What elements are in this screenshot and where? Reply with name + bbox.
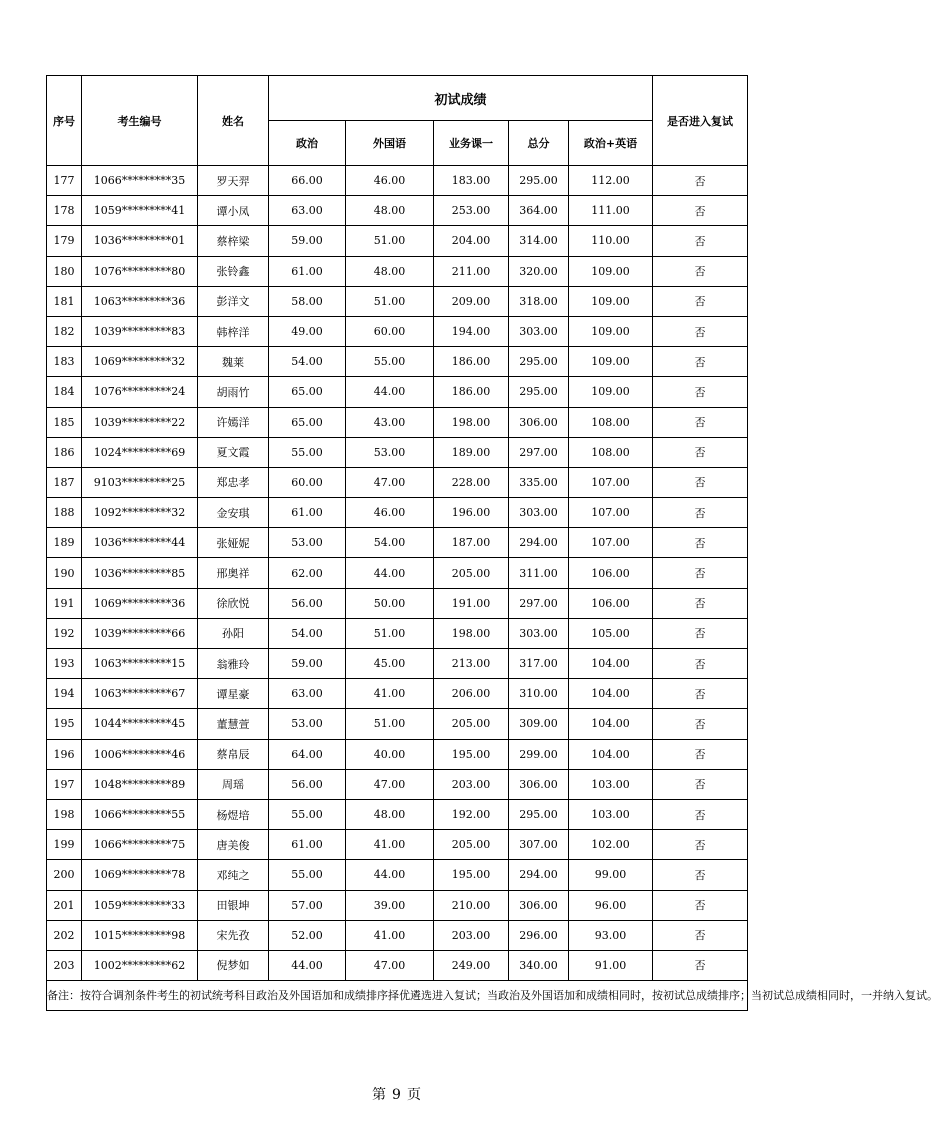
- cell-seq: 193: [47, 649, 82, 679]
- cell-foreign-language: 60.00: [346, 316, 434, 346]
- cell-seq: 188: [47, 498, 82, 528]
- cell-name: 邢奥祥: [198, 558, 269, 588]
- cell-exam-id: 1044*********45: [82, 709, 198, 739]
- cell-exam-id: 1036*********85: [82, 558, 198, 588]
- cell-name: 胡雨竹: [198, 377, 269, 407]
- cell-retest: 否: [653, 679, 748, 709]
- cell-name: 谭星豪: [198, 679, 269, 709]
- cell-politics: 63.00: [269, 196, 346, 226]
- cell-politics-english: 107.00: [569, 467, 653, 497]
- cell-exam-id: 1006*********46: [82, 739, 198, 769]
- cell-politics-english: 102.00: [569, 830, 653, 860]
- cell-major-course: 204.00: [434, 226, 509, 256]
- cell-politics: 55.00: [269, 860, 346, 890]
- cell-seq: 203: [47, 950, 82, 980]
- cell-politics-english: 109.00: [569, 286, 653, 316]
- cell-name: 张铃鑫: [198, 256, 269, 286]
- page-number: 9: [392, 1087, 401, 1103]
- cell-retest: 否: [653, 830, 748, 860]
- cell-seq: 177: [47, 166, 82, 196]
- cell-politics: 65.00: [269, 377, 346, 407]
- cell-retest: 否: [653, 739, 748, 769]
- table-row: [47, 709, 748, 739]
- header-major-course: 业务课一: [434, 121, 509, 166]
- cell-major-course: 205.00: [434, 709, 509, 739]
- cell-seq: 191: [47, 588, 82, 618]
- cell-politics-english: 104.00: [569, 709, 653, 739]
- cell-seq: 178: [47, 196, 82, 226]
- cell-politics: 66.00: [269, 166, 346, 196]
- cell-politics: 65.00: [269, 407, 346, 437]
- cell-exam-id: 1066*********75: [82, 830, 198, 860]
- cell-exam-id: 1069*********78: [82, 860, 198, 890]
- cell-name: 郑忠孝: [198, 467, 269, 497]
- cell-name: 杨煜培: [198, 799, 269, 829]
- header-retest: 是否进入复试: [653, 76, 748, 166]
- cell-exam-id: 1069*********32: [82, 347, 198, 377]
- cell-politics: 61.00: [269, 256, 346, 286]
- cell-retest: 否: [653, 649, 748, 679]
- cell-politics: 54.00: [269, 618, 346, 648]
- cell-politics-english: 109.00: [569, 316, 653, 346]
- table-row: [47, 437, 748, 467]
- cell-major-course: 195.00: [434, 860, 509, 890]
- cell-retest: 否: [653, 890, 748, 920]
- cell-foreign-language: 44.00: [346, 860, 434, 890]
- cell-politics-english: 111.00: [569, 196, 653, 226]
- cell-total: 306.00: [509, 407, 569, 437]
- table-row: [47, 679, 748, 709]
- cell-total: 309.00: [509, 709, 569, 739]
- cell-name: 韩梓洋: [198, 316, 269, 346]
- cell-total: 295.00: [509, 799, 569, 829]
- cell-foreign-language: 47.00: [346, 467, 434, 497]
- cell-total: 320.00: [509, 256, 569, 286]
- table-row: [47, 347, 748, 377]
- cell-politics: 55.00: [269, 799, 346, 829]
- cell-foreign-language: 54.00: [346, 528, 434, 558]
- table-row: [47, 860, 748, 890]
- cell-name: 夏文霞: [198, 437, 269, 467]
- cell-exam-id: 1076*********80: [82, 256, 198, 286]
- cell-politics-english: 104.00: [569, 679, 653, 709]
- cell-politics: 44.00: [269, 950, 346, 980]
- cell-total: 314.00: [509, 226, 569, 256]
- cell-politics: 57.00: [269, 890, 346, 920]
- table-row: [47, 739, 748, 769]
- cell-foreign-language: 40.00: [346, 739, 434, 769]
- cell-major-course: 195.00: [434, 739, 509, 769]
- cell-foreign-language: 46.00: [346, 166, 434, 196]
- cell-name: 彭洋文: [198, 286, 269, 316]
- table-note: 备注：按符合调剂条件考生的初试统考科目政治及外国语加和成绩排序择优遴选进入复试；当政治及外国语加和成绩相同时，按初试总成绩排序；当初试总成绩相同时，一并纳入复试。: [47, 981, 748, 1011]
- table-row: [47, 950, 748, 980]
- cell-foreign-language: 51.00: [346, 709, 434, 739]
- table-row: [47, 618, 748, 648]
- cell-politics-english: 109.00: [569, 347, 653, 377]
- cell-foreign-language: 48.00: [346, 196, 434, 226]
- cell-retest: 否: [653, 799, 748, 829]
- cell-retest: 否: [653, 347, 748, 377]
- cell-politics: 49.00: [269, 316, 346, 346]
- cell-seq: 198: [47, 799, 82, 829]
- cell-foreign-language: 41.00: [346, 830, 434, 860]
- cell-total: 295.00: [509, 347, 569, 377]
- cell-politics-english: 91.00: [569, 950, 653, 980]
- cell-total: 303.00: [509, 618, 569, 648]
- cell-name: 宋先孜: [198, 920, 269, 950]
- cell-major-course: 191.00: [434, 588, 509, 618]
- cell-exam-id: 1063*********36: [82, 286, 198, 316]
- cell-total: 364.00: [509, 196, 569, 226]
- header-seq: 序号: [47, 76, 82, 166]
- table-row: [47, 226, 748, 256]
- cell-politics-english: 106.00: [569, 558, 653, 588]
- table-row: [47, 467, 748, 497]
- cell-retest: 否: [653, 860, 748, 890]
- cell-retest: 否: [653, 950, 748, 980]
- cell-retest: 否: [653, 769, 748, 799]
- cell-major-course: 192.00: [434, 799, 509, 829]
- cell-exam-id: 1059*********33: [82, 890, 198, 920]
- cell-retest: 否: [653, 166, 748, 196]
- cell-major-course: 187.00: [434, 528, 509, 558]
- cell-foreign-language: 48.00: [346, 256, 434, 286]
- cell-name: 徐欣悦: [198, 588, 269, 618]
- cell-exam-id: 1036*********44: [82, 528, 198, 558]
- cell-foreign-language: 41.00: [346, 679, 434, 709]
- score-table: [46, 75, 938, 1011]
- cell-name: 田银坤: [198, 890, 269, 920]
- cell-retest: 否: [653, 558, 748, 588]
- cell-politics: 63.00: [269, 679, 346, 709]
- cell-politics-english: 112.00: [569, 166, 653, 196]
- table-row: [47, 407, 748, 437]
- cell-major-course: 210.00: [434, 890, 509, 920]
- cell-politics-english: 103.00: [569, 769, 653, 799]
- cell-foreign-language: 47.00: [346, 769, 434, 799]
- cell-politics-english: 107.00: [569, 528, 653, 558]
- header-name: 姓名: [198, 76, 269, 166]
- cell-politics: 61.00: [269, 498, 346, 528]
- cell-name: 谭小凤: [198, 196, 269, 226]
- cell-name: 董慧萱: [198, 709, 269, 739]
- cell-politics: 59.00: [269, 226, 346, 256]
- header-politics: 政治: [269, 121, 346, 166]
- cell-politics: 56.00: [269, 588, 346, 618]
- cell-politics: 62.00: [269, 558, 346, 588]
- cell-major-course: 205.00: [434, 558, 509, 588]
- cell-seq: 200: [47, 860, 82, 890]
- cell-foreign-language: 39.00: [346, 890, 434, 920]
- table-row: [47, 166, 748, 196]
- cell-politics: 53.00: [269, 528, 346, 558]
- cell-exam-id: 1024*********69: [82, 437, 198, 467]
- cell-name: 唐美俊: [198, 830, 269, 860]
- cell-exam-id: 1002*********62: [82, 950, 198, 980]
- cell-seq: 183: [47, 347, 82, 377]
- table-row: [47, 377, 748, 407]
- table-row: [47, 316, 748, 346]
- cell-foreign-language: 51.00: [346, 286, 434, 316]
- cell-total: 317.00: [509, 649, 569, 679]
- cell-politics-english: 109.00: [569, 377, 653, 407]
- cell-foreign-language: 46.00: [346, 498, 434, 528]
- cell-exam-id: 1063*********15: [82, 649, 198, 679]
- cell-major-course: 211.00: [434, 256, 509, 286]
- cell-total: 296.00: [509, 920, 569, 950]
- cell-seq: 187: [47, 467, 82, 497]
- cell-exam-id: 1066*********35: [82, 166, 198, 196]
- cell-name: 孙阳: [198, 618, 269, 648]
- cell-politics-english: 110.00: [569, 226, 653, 256]
- cell-major-course: 206.00: [434, 679, 509, 709]
- cell-seq: 189: [47, 528, 82, 558]
- cell-major-course: 253.00: [434, 196, 509, 226]
- cell-exam-id: 1076*********24: [82, 377, 198, 407]
- cell-foreign-language: 50.00: [346, 588, 434, 618]
- cell-politics-english: 99.00: [569, 860, 653, 890]
- table-row: [47, 558, 748, 588]
- cell-retest: 否: [653, 709, 748, 739]
- page-prefix: 第: [372, 1087, 387, 1103]
- cell-seq: 181: [47, 286, 82, 316]
- cell-name: 翁雅玲: [198, 649, 269, 679]
- cell-name: 周瑶: [198, 769, 269, 799]
- cell-foreign-language: 51.00: [346, 618, 434, 648]
- cell-name: 张娅妮: [198, 528, 269, 558]
- cell-total: 294.00: [509, 528, 569, 558]
- cell-politics: 60.00: [269, 467, 346, 497]
- cell-exam-id: 1048*********89: [82, 769, 198, 799]
- cell-retest: 否: [653, 316, 748, 346]
- cell-retest: 否: [653, 286, 748, 316]
- cell-politics: 55.00: [269, 437, 346, 467]
- cell-total: 340.00: [509, 950, 569, 980]
- cell-foreign-language: 47.00: [346, 950, 434, 980]
- cell-seq: 199: [47, 830, 82, 860]
- cell-exam-id: 1069*********36: [82, 588, 198, 618]
- cell-total: 310.00: [509, 679, 569, 709]
- cell-total: 307.00: [509, 830, 569, 860]
- cell-seq: 186: [47, 437, 82, 467]
- cell-name: 倪梦如: [198, 950, 269, 980]
- cell-major-course: 183.00: [434, 166, 509, 196]
- cell-total: 303.00: [509, 498, 569, 528]
- header-exam-id: 考生编号: [82, 76, 198, 166]
- cell-retest: 否: [653, 437, 748, 467]
- cell-retest: 否: [653, 618, 748, 648]
- cell-seq: 196: [47, 739, 82, 769]
- cell-name: 邓纯之: [198, 860, 269, 890]
- cell-politics: 59.00: [269, 649, 346, 679]
- table-body: [47, 166, 748, 981]
- cell-politics-english: 107.00: [569, 498, 653, 528]
- cell-name: 金安琪: [198, 498, 269, 528]
- cell-retest: 否: [653, 528, 748, 558]
- cell-total: 311.00: [509, 558, 569, 588]
- cell-politics: 52.00: [269, 920, 346, 950]
- cell-total: 318.00: [509, 286, 569, 316]
- cell-exam-id: 1036*********01: [82, 226, 198, 256]
- cell-major-course: 203.00: [434, 769, 509, 799]
- cell-retest: 否: [653, 226, 748, 256]
- page-suffix: 页: [406, 1087, 421, 1103]
- cell-retest: 否: [653, 498, 748, 528]
- cell-foreign-language: 51.00: [346, 226, 434, 256]
- header-preliminary-scores: 初试成绩: [269, 76, 653, 121]
- cell-seq: 201: [47, 890, 82, 920]
- table-row: [47, 769, 748, 799]
- cell-politics-english: 103.00: [569, 799, 653, 829]
- cell-exam-id: 1039*********22: [82, 407, 198, 437]
- cell-retest: 否: [653, 196, 748, 226]
- cell-seq: 195: [47, 709, 82, 739]
- cell-seq: 192: [47, 618, 82, 648]
- cell-exam-id: 1066*********55: [82, 799, 198, 829]
- cell-politics-english: 105.00: [569, 618, 653, 648]
- cell-foreign-language: 44.00: [346, 558, 434, 588]
- cell-politics: 64.00: [269, 739, 346, 769]
- cell-seq: 202: [47, 920, 82, 950]
- cell-major-course: 196.00: [434, 498, 509, 528]
- cell-foreign-language: 55.00: [346, 347, 434, 377]
- cell-major-course: 194.00: [434, 316, 509, 346]
- cell-seq: 194: [47, 679, 82, 709]
- cell-major-course: 186.00: [434, 377, 509, 407]
- cell-exam-id: 1063*********67: [82, 679, 198, 709]
- cell-retest: 否: [653, 256, 748, 286]
- table-row: [47, 286, 748, 316]
- cell-politics-english: 109.00: [569, 256, 653, 286]
- cell-retest: 否: [653, 467, 748, 497]
- cell-politics-english: 93.00: [569, 920, 653, 950]
- cell-total: 297.00: [509, 437, 569, 467]
- cell-politics-english: 106.00: [569, 588, 653, 618]
- cell-name: 许嫣洋: [198, 407, 269, 437]
- cell-total: 306.00: [509, 890, 569, 920]
- cell-major-course: 209.00: [434, 286, 509, 316]
- cell-seq: 197: [47, 769, 82, 799]
- cell-foreign-language: 48.00: [346, 799, 434, 829]
- cell-major-course: 198.00: [434, 407, 509, 437]
- cell-total: 303.00: [509, 316, 569, 346]
- table-row: [47, 588, 748, 618]
- cell-major-course: 198.00: [434, 618, 509, 648]
- cell-name: 蔡帛辰: [198, 739, 269, 769]
- cell-politics: 61.00: [269, 830, 346, 860]
- cell-retest: 否: [653, 588, 748, 618]
- cell-exam-id: 1039*********83: [82, 316, 198, 346]
- cell-major-course: 205.00: [434, 830, 509, 860]
- cell-politics-english: 104.00: [569, 739, 653, 769]
- cell-total: 295.00: [509, 166, 569, 196]
- table-row: [47, 196, 748, 226]
- cell-foreign-language: 45.00: [346, 649, 434, 679]
- cell-foreign-language: 41.00: [346, 920, 434, 950]
- cell-major-course: 203.00: [434, 920, 509, 950]
- cell-politics: 56.00: [269, 769, 346, 799]
- cell-foreign-language: 43.00: [346, 407, 434, 437]
- cell-politics: 53.00: [269, 709, 346, 739]
- cell-retest: 否: [653, 407, 748, 437]
- header-foreign-language: 外国语: [346, 121, 434, 166]
- cell-seq: 182: [47, 316, 82, 346]
- table-row: [47, 890, 748, 920]
- cell-retest: 否: [653, 920, 748, 950]
- page-footer: [0, 1084, 793, 1104]
- cell-politics: 58.00: [269, 286, 346, 316]
- cell-major-course: 249.00: [434, 950, 509, 980]
- header-politics-english: 政治+英语: [569, 121, 653, 166]
- cell-seq: 179: [47, 226, 82, 256]
- cell-exam-id: 1059*********41: [82, 196, 198, 226]
- cell-major-course: 186.00: [434, 347, 509, 377]
- cell-politics-english: 96.00: [569, 890, 653, 920]
- cell-exam-id: 9103*********25: [82, 467, 198, 497]
- cell-total: 297.00: [509, 588, 569, 618]
- cell-major-course: 189.00: [434, 437, 509, 467]
- table-header: [47, 76, 748, 166]
- cell-total: 335.00: [509, 467, 569, 497]
- cell-foreign-language: 44.00: [346, 377, 434, 407]
- cell-foreign-language: 53.00: [346, 437, 434, 467]
- cell-major-course: 213.00: [434, 649, 509, 679]
- table-row: [47, 830, 748, 860]
- header-total: 总分: [509, 121, 569, 166]
- cell-politics-english: 108.00: [569, 407, 653, 437]
- cell-seq: 180: [47, 256, 82, 286]
- table-row: [47, 256, 748, 286]
- cell-seq: 184: [47, 377, 82, 407]
- cell-name: 蔡梓梁: [198, 226, 269, 256]
- cell-exam-id: 1039*********66: [82, 618, 198, 648]
- cell-seq: 190: [47, 558, 82, 588]
- cell-name: 魏莱: [198, 347, 269, 377]
- cell-politics-english: 104.00: [569, 649, 653, 679]
- cell-total: 295.00: [509, 377, 569, 407]
- table-row: [47, 799, 748, 829]
- table-row: [47, 498, 748, 528]
- table-row: [47, 528, 748, 558]
- cell-name: 罗天羿: [198, 166, 269, 196]
- cell-total: 299.00: [509, 739, 569, 769]
- table-row: [47, 649, 748, 679]
- cell-politics: 54.00: [269, 347, 346, 377]
- cell-seq: 185: [47, 407, 82, 437]
- cell-retest: 否: [653, 377, 748, 407]
- table-row: [47, 920, 748, 950]
- cell-total: 294.00: [509, 860, 569, 890]
- cell-major-course: 228.00: [434, 467, 509, 497]
- cell-total: 306.00: [509, 769, 569, 799]
- cell-exam-id: 1092*********32: [82, 498, 198, 528]
- cell-politics-english: 108.00: [569, 437, 653, 467]
- cell-exam-id: 1015*********98: [82, 920, 198, 950]
